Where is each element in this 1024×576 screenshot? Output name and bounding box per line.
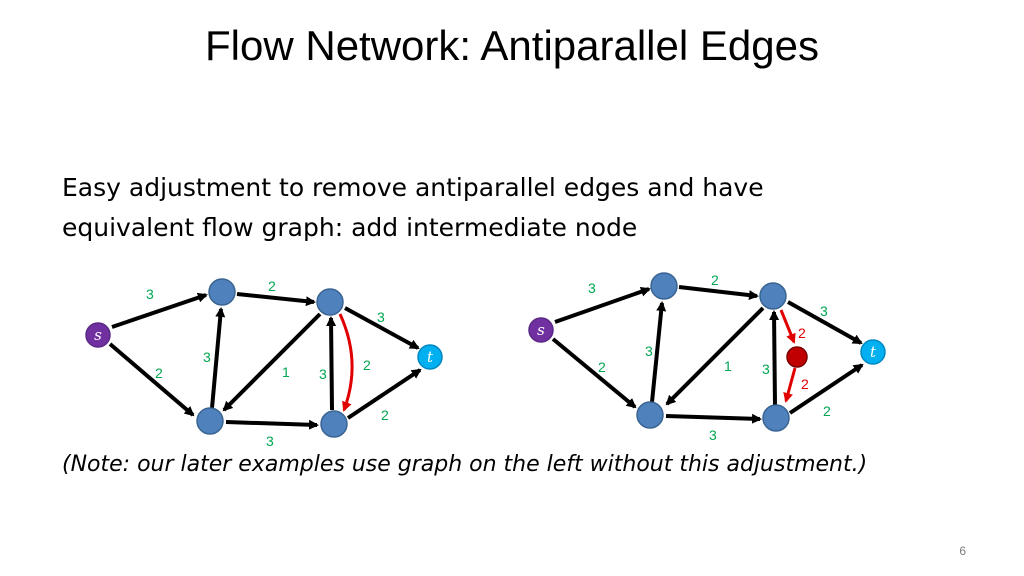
left-cap-s-b: 2 xyxy=(155,365,163,381)
left-cap-c-t: 3 xyxy=(377,309,385,325)
left-cap-b-d: 3 xyxy=(266,433,274,449)
left-sink-label: t xyxy=(426,348,434,366)
left-cap-d-c: 3 xyxy=(319,366,327,382)
right-cap-c-b: 1 xyxy=(724,358,732,374)
right-graph xyxy=(529,272,885,443)
left-edge-a-c xyxy=(237,294,314,302)
right-edge-b-a xyxy=(652,303,662,402)
right-sink-label: t xyxy=(869,343,877,361)
right-cap-s-a: 3 xyxy=(588,280,596,296)
right-cap-b-a: 3 xyxy=(645,343,653,359)
body-line-1: Easy adjustment to remove antiparallel edges and have xyxy=(62,173,764,202)
right-edge-c-b xyxy=(667,308,763,404)
footnote: (Note: our later examples use graph on the left without this adjustment.) xyxy=(62,452,868,477)
right-node-b xyxy=(637,402,663,428)
left-edge-d-c xyxy=(331,318,332,410)
left-edge-s-b xyxy=(110,344,193,415)
body-line-2: equivalent flow graph: add intermediate node xyxy=(62,213,638,242)
left-node-c xyxy=(317,289,343,315)
right-cap-d-c: 3 xyxy=(762,361,770,377)
left-cap-c-d: 2 xyxy=(363,357,371,373)
right-cap-x-d: 2 xyxy=(801,376,809,392)
right-edge-a-c xyxy=(679,287,757,296)
left-edge-b-a xyxy=(212,309,221,408)
right-node-intermediate xyxy=(787,347,807,367)
page-number: 6 xyxy=(959,544,966,558)
right-cap-s-b: 2 xyxy=(598,359,606,375)
left-cap-d-t: 2 xyxy=(381,407,389,423)
left-cap-b-a: 3 xyxy=(203,349,211,365)
right-edge-x-d-red xyxy=(786,368,795,401)
left-cap-c-b: 1 xyxy=(282,364,290,380)
left-node-d xyxy=(321,411,347,437)
right-cap-b-d: 3 xyxy=(709,427,717,443)
left-edge-s-a xyxy=(112,295,206,327)
right-cap-c-x: 2 xyxy=(798,325,806,341)
right-edge-s-a xyxy=(555,289,649,322)
left-source-label: s xyxy=(94,326,102,344)
right-cap-d-t: 2 xyxy=(823,403,831,419)
left-edge-c-d-red xyxy=(340,314,352,410)
slide-title: Flow Network: Antiparallel Edges xyxy=(205,22,819,69)
left-node-b xyxy=(197,408,223,434)
right-source-label: s xyxy=(537,321,545,339)
left-edge-b-d xyxy=(226,422,317,425)
right-node-a xyxy=(651,273,677,299)
right-cap-a-c: 2 xyxy=(711,272,719,288)
right-node-c xyxy=(760,283,786,309)
left-cap-s-a: 3 xyxy=(146,286,154,302)
right-edge-d-c xyxy=(774,312,775,405)
right-node-d xyxy=(763,405,789,431)
right-cap-c-t: 3 xyxy=(820,303,828,319)
right-edge-s-b xyxy=(553,339,635,407)
left-cap-a-c: 2 xyxy=(268,278,276,294)
left-graph xyxy=(86,278,442,449)
left-edge-c-b xyxy=(224,314,320,410)
right-edge-b-d xyxy=(666,416,760,419)
right-edge-c-x-red xyxy=(781,310,794,342)
left-node-a xyxy=(209,279,235,305)
